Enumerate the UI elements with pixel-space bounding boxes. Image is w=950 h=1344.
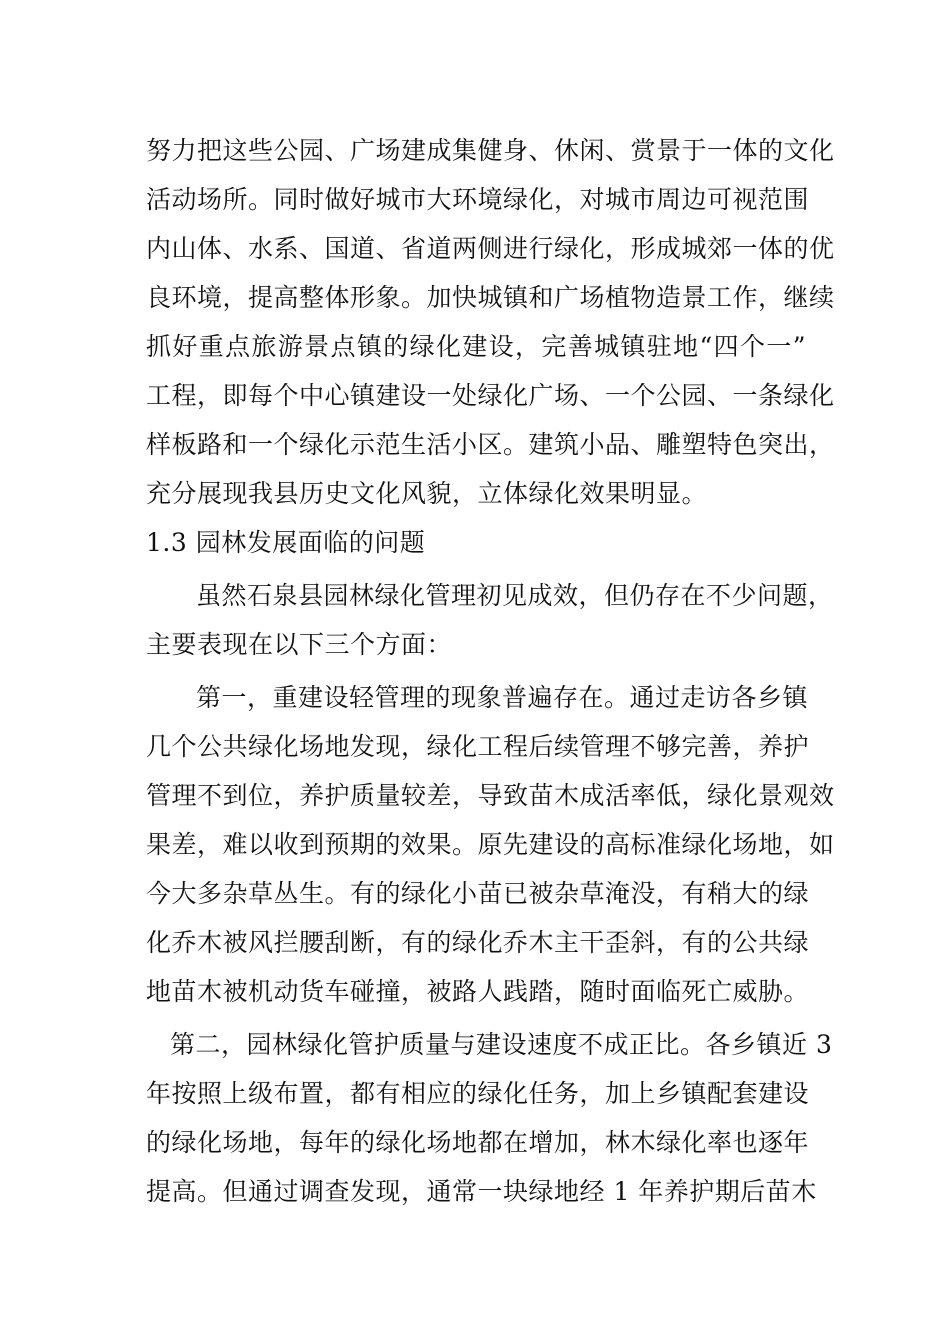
- text-line-10: 虽然石泉县园林绿化管理初见成效，但仍存在不少问题，: [196, 581, 834, 610]
- text-line-11: 主要表现在以下三个方面：: [146, 630, 453, 659]
- text-line-1: 努力把这些公园、广场建成集健身、休闲、赏景于一体的文化: [146, 136, 835, 165]
- text-line-19: 第二，园林绿化管护质量与建设速度不成正比。各乡镇近 3: [170, 1030, 833, 1059]
- text-line-16: 今大多杂草丛生。有的绿化小苗已被杂草淹没，有稍大的绿: [146, 879, 810, 908]
- text-line-22: 提高。但通过调查发现，通常一块绿地经 1 年养护期后苗木: [146, 1177, 817, 1206]
- text-line-18: 地苗木被机动货车碰撞，被路人践踏，随时面临死亡威胁。: [146, 977, 810, 1006]
- text-line-7: 样板路和一个绿化示范生活小区。建筑小品、雕塑特色突出，: [146, 430, 835, 459]
- text-line-21: 的绿化场地，每年的绿化场地都在增加，林木绿化率也逐年: [146, 1128, 810, 1157]
- text-line-14: 管理不到位，养护质量较差，导致苗木成活率低，绿化景观效: [146, 781, 835, 810]
- text-line-8: 充分展现我县历史文化风貌，立体绿化效果明显。: [146, 479, 708, 508]
- text-line-2: 活动场所。同时做好城市大环境绿化，对城市周边可视范围: [146, 185, 810, 214]
- text-line-12: 第一，重建设轻管理的现象普遍存在。通过走访各乡镇: [196, 683, 809, 712]
- text-line-15: 果差，难以收到预期的效果。原先建设的高标准绿化场地，如: [146, 830, 835, 859]
- text-line-6: 工程，即每个中心镇建设一处绿化广场、一个公园、一条绿化: [146, 381, 835, 410]
- text-line-17: 化乔木被风拦腰刮断，有的绿化乔木主干歪斜，有的公共绿: [146, 928, 810, 957]
- text-line-20: 年按照上级布置，都有相应的绿化任务，加上乡镇配套建设: [146, 1079, 810, 1108]
- text-line-5: 抓好重点旅游景点镇的绿化建设，完善城镇驻地“四个一”: [146, 332, 806, 361]
- text-line-4: 良环境，提高整体形象。加快城镇和广场植物造景工作，继续: [146, 283, 835, 312]
- text-line-13: 几个公共绿化场地发现，绿化工程后续管理不够完善，养护: [146, 732, 810, 761]
- text-line-3: 内山体、水系、国道、省道两侧进行绿化，形成城郊一体的优: [146, 234, 835, 263]
- section-heading: 1.3 园林发展面临的问题: [146, 528, 426, 557]
